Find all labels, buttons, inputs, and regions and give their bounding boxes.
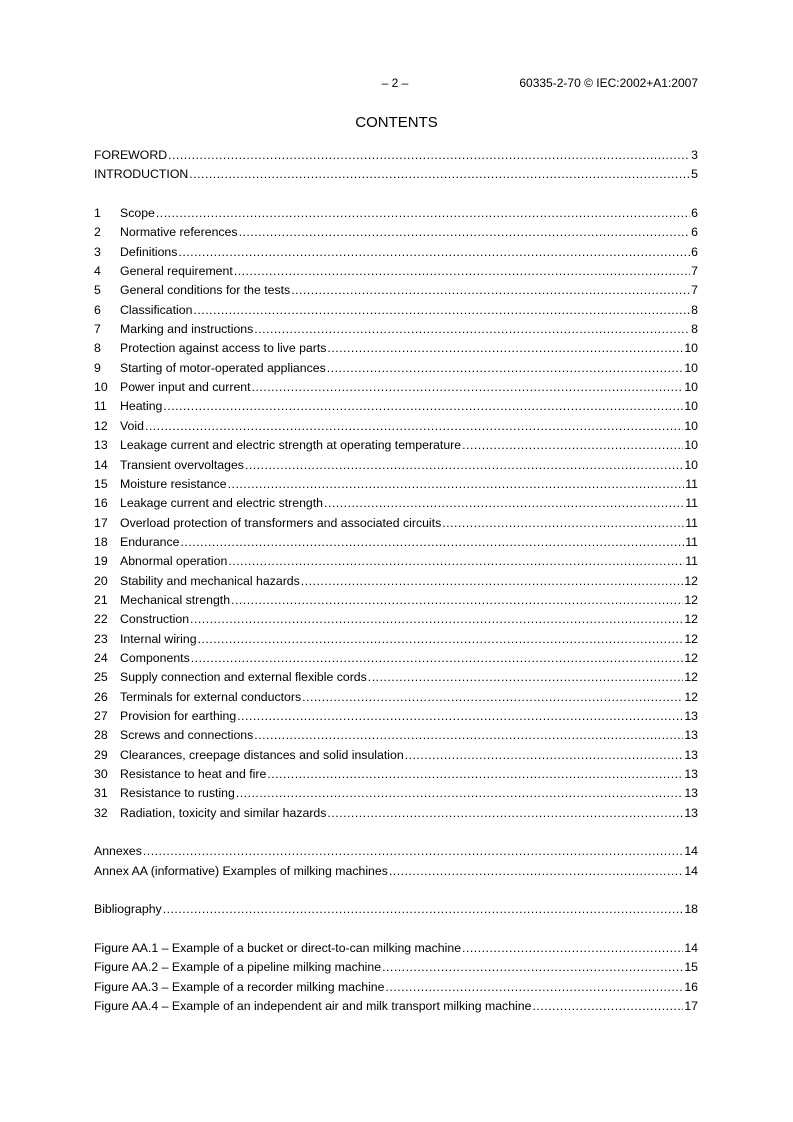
toc-entry-number: 24 xyxy=(94,650,108,665)
toc-entry[interactable] xyxy=(94,900,698,919)
toc-entry-page: 13 xyxy=(684,805,698,820)
toc-entry-label: General conditions for the tests xyxy=(120,283,291,298)
toc-entry-page: 12 xyxy=(684,650,698,665)
toc-entry[interactable] xyxy=(94,862,698,881)
toc-entry[interactable] xyxy=(94,320,698,339)
dot-leader xyxy=(189,165,690,184)
toc-entry-label: Leakage current and electric strength at operating temperature xyxy=(120,438,462,453)
toc-entry-label: INTRODUCTION xyxy=(94,167,189,182)
toc-entry-number: 32 xyxy=(94,805,108,820)
dot-leader xyxy=(254,320,690,339)
toc-entry[interactable] xyxy=(94,649,698,668)
dot-leader xyxy=(254,726,683,745)
toc-entry-page: 12 xyxy=(684,670,698,685)
dot-leader xyxy=(462,436,683,455)
dot-leader xyxy=(291,281,690,300)
toc-entry[interactable] xyxy=(94,552,698,571)
toc-entry-label: Scope xyxy=(120,206,155,221)
dot-leader xyxy=(180,533,684,552)
toc-entry-page: 13 xyxy=(684,786,698,801)
toc-entry[interactable] xyxy=(94,223,698,242)
toc-entry[interactable] xyxy=(94,591,698,610)
dot-leader xyxy=(193,301,690,320)
dot-leader xyxy=(324,494,684,513)
toc-entry-page: 11 xyxy=(685,515,698,530)
toc-entry-page: 10 xyxy=(684,438,698,453)
section-gap xyxy=(94,185,698,204)
toc-entry-label: Figure AA.2 – Example of a pipeline milking machine xyxy=(94,960,382,975)
clauses-section xyxy=(94,204,698,823)
toc-entry[interactable] xyxy=(94,146,698,165)
dot-leader xyxy=(228,475,685,494)
toc-entry-label: Starting of motor-operated appliances xyxy=(120,360,326,375)
toc-entry[interactable] xyxy=(94,997,698,1016)
toc-entry-number: 31 xyxy=(94,786,108,801)
section-gap xyxy=(94,881,698,900)
dot-leader xyxy=(368,668,684,687)
toc-entry-label: Mechanical strength xyxy=(120,592,231,607)
toc-entry-label: Protection against access to live parts xyxy=(120,341,327,356)
toc-entry-page: 8 xyxy=(691,302,698,317)
figures-section xyxy=(94,939,698,1016)
toc-entry-number: 5 xyxy=(94,283,101,298)
toc-entry[interactable] xyxy=(94,688,698,707)
toc-entry[interactable] xyxy=(94,417,698,436)
toc-entry-page: 7 xyxy=(691,283,698,298)
toc-entry-label: Heating xyxy=(120,399,163,414)
toc-entry-page: 14 xyxy=(684,863,698,878)
toc-entry-label: Figure AA.4 – Example of an independent air and milk transport milking machine xyxy=(94,999,532,1014)
toc-entry[interactable] xyxy=(94,842,698,861)
toc-entry[interactable] xyxy=(94,397,698,416)
toc-entry-label: Figure AA.1 – Example of a bucket or direct-to-can milking machine xyxy=(94,941,462,956)
toc-entry[interactable] xyxy=(94,514,698,533)
toc-entry-label: Figure AA.3 – Example of a recorder milking machine xyxy=(94,979,385,994)
toc-entry-page: 5 xyxy=(691,167,698,182)
toc-entry-label: Abnormal operation xyxy=(120,554,228,569)
toc-entry[interactable] xyxy=(94,301,698,320)
toc-entry-page: 10 xyxy=(684,399,698,414)
toc-entry[interactable] xyxy=(94,784,698,803)
toc-entry-label: Supply connection and external flexible cords xyxy=(120,670,367,685)
toc-entry-page: 12 xyxy=(684,592,698,607)
toc-entry-page: 10 xyxy=(684,380,698,395)
toc-entry[interactable] xyxy=(94,339,698,358)
toc-entry-label: Void xyxy=(120,418,144,433)
front-matter-section xyxy=(94,146,698,185)
dot-leader xyxy=(145,417,683,436)
toc-entry[interactable] xyxy=(94,494,698,513)
toc-entry-label: Normative references xyxy=(120,225,238,240)
toc-entry-number: 9 xyxy=(94,360,101,375)
toc-entry[interactable] xyxy=(94,436,698,455)
table-of-contents xyxy=(94,146,698,1016)
dot-leader xyxy=(462,939,683,958)
dot-leader xyxy=(236,784,683,803)
toc-entry[interactable] xyxy=(94,572,698,591)
dot-leader xyxy=(178,243,690,262)
dot-leader xyxy=(327,804,683,823)
dot-leader xyxy=(234,262,690,281)
toc-entry-number: 21 xyxy=(94,592,108,607)
dot-leader xyxy=(156,204,690,223)
dot-leader xyxy=(163,900,684,919)
toc-entry[interactable] xyxy=(94,281,698,300)
annexes-section xyxy=(94,842,698,881)
toc-entry-number: 18 xyxy=(94,534,108,549)
toc-entry[interactable] xyxy=(94,610,698,629)
toc-entry-page: 14 xyxy=(684,844,698,859)
toc-entry[interactable] xyxy=(94,165,698,184)
toc-entry-number: 6 xyxy=(94,302,101,317)
toc-entry-page: 13 xyxy=(684,767,698,781)
bibliography-section xyxy=(94,900,698,919)
toc-entry-number: 20 xyxy=(94,573,108,588)
toc-entry-label: Radiation, toxicity and similar hazards xyxy=(120,805,327,820)
dot-leader xyxy=(532,997,683,1016)
toc-entry-label: Transient overvoltages xyxy=(120,457,244,472)
toc-entry-label: Annex AA (informative) Examples of milking machines xyxy=(94,863,388,878)
toc-entry-number: 25 xyxy=(94,670,108,685)
toc-entry[interactable] xyxy=(94,456,698,475)
toc-entry-label: Resistance to rusting xyxy=(120,786,235,801)
dot-leader xyxy=(228,552,684,571)
toc-entry[interactable] xyxy=(94,746,698,765)
section-gap xyxy=(94,920,698,939)
dot-leader xyxy=(301,572,684,591)
toc-entry-page: 17 xyxy=(684,999,698,1014)
toc-entry-number: 8 xyxy=(94,341,101,356)
document-identifier: 60335-2-70 © IEC:2002+A1:2007 xyxy=(519,76,698,90)
toc-entry-page: 11 xyxy=(685,496,698,511)
toc-entry-number: 26 xyxy=(94,689,108,704)
toc-entry-number: 3 xyxy=(94,244,101,259)
toc-entry-label: Leakage current and electric strength xyxy=(120,496,324,511)
toc-entry[interactable] xyxy=(94,204,698,223)
toc-entry-number: 4 xyxy=(94,264,101,279)
toc-entry-label: Provision for earthing xyxy=(120,708,237,723)
toc-entry[interactable] xyxy=(94,630,698,649)
toc-entry[interactable] xyxy=(94,262,698,281)
toc-entry-number: 23 xyxy=(94,631,108,646)
toc-entry-page: 15 xyxy=(684,960,698,975)
toc-entry-number: 12 xyxy=(94,418,108,433)
toc-entry-page: 6 xyxy=(691,244,698,259)
toc-entry-label: Construction xyxy=(120,612,190,627)
dot-leader xyxy=(389,862,683,881)
dot-leader xyxy=(191,649,684,668)
toc-entry-page: 3 xyxy=(691,148,698,162)
dot-leader xyxy=(442,514,684,533)
toc-entry-page: 12 xyxy=(684,612,698,627)
toc-entry[interactable] xyxy=(94,804,698,823)
toc-entry[interactable] xyxy=(94,707,698,726)
toc-entry-page: 6 xyxy=(691,225,698,240)
dot-leader xyxy=(267,765,683,784)
toc-entry-page: 10 xyxy=(684,418,698,433)
dot-leader xyxy=(163,397,683,416)
toc-entry[interactable] xyxy=(94,939,698,958)
toc-entry-label: Endurance xyxy=(120,534,180,549)
toc-entry-label: Stability and mechanical hazards xyxy=(120,573,300,588)
page-header xyxy=(0,76,793,92)
toc-entry[interactable] xyxy=(94,726,698,745)
toc-entry-number: 19 xyxy=(94,554,108,569)
toc-entry-page: 8 xyxy=(691,322,698,337)
toc-entry-label: Components xyxy=(120,650,190,665)
toc-entry[interactable] xyxy=(94,378,698,397)
toc-entry-label: Classification xyxy=(120,302,193,317)
toc-entry-number: 22 xyxy=(94,612,108,627)
dot-leader xyxy=(190,610,683,629)
toc-entry-page: 18 xyxy=(684,902,698,917)
toc-entry-label: Annexes xyxy=(94,844,142,859)
toc-entry-page: 11 xyxy=(685,476,698,491)
toc-entry[interactable] xyxy=(94,978,698,997)
dot-leader xyxy=(143,842,683,861)
toc-entry[interactable] xyxy=(94,765,698,784)
toc-entry-label: Power input and current xyxy=(120,380,251,395)
toc-entry-page: 14 xyxy=(684,941,698,956)
toc-entry-label: Internal wiring xyxy=(120,631,197,646)
toc-entry-number: 29 xyxy=(94,747,108,762)
toc-entry-number: 27 xyxy=(94,708,108,723)
toc-entry[interactable] xyxy=(94,958,698,977)
dot-leader xyxy=(385,978,683,997)
toc-entry-number: 1 xyxy=(94,206,101,221)
toc-entry-number: 2 xyxy=(94,225,101,240)
toc-entry-number: 7 xyxy=(94,322,101,337)
toc-entry-page: 11 xyxy=(685,554,698,569)
dot-leader xyxy=(327,359,684,378)
dot-leader xyxy=(405,746,684,765)
toc-entry-number: 11 xyxy=(94,399,107,414)
dot-leader xyxy=(239,223,691,242)
toc-entry-number: 16 xyxy=(94,496,108,511)
toc-entry-number: 28 xyxy=(94,728,108,743)
toc-entry-number: 14 xyxy=(94,457,108,472)
toc-entry-label: Clearances, creepage distances and solid insulation xyxy=(120,747,404,762)
dot-leader xyxy=(231,591,683,610)
toc-entry-page: 6 xyxy=(691,206,698,221)
toc-entry-page: 12 xyxy=(684,689,698,704)
toc-entry-number: 15 xyxy=(94,476,108,491)
toc-entry-label: General requirement xyxy=(120,264,233,279)
dot-leader xyxy=(198,630,684,649)
toc-entry-page: 10 xyxy=(684,360,698,375)
toc-entry-number: 10 xyxy=(94,380,108,395)
toc-entry-page: 13 xyxy=(684,747,698,762)
dot-leader xyxy=(168,146,690,165)
toc-entry[interactable] xyxy=(94,475,698,494)
toc-entry-label: Bibliography xyxy=(94,902,162,917)
toc-entry-label: FOREWORD xyxy=(94,148,168,162)
toc-entry-page: 13 xyxy=(684,708,698,723)
toc-entry[interactable] xyxy=(94,243,698,262)
toc-entry-number: 30 xyxy=(94,767,108,781)
dot-leader xyxy=(327,339,683,358)
toc-entry-label: Terminals for external conductors xyxy=(120,689,302,704)
contents-title: CONTENTS xyxy=(355,114,438,131)
toc-entry[interactable] xyxy=(94,533,698,552)
toc-entry-page: 13 xyxy=(684,728,698,743)
toc-entry-label: Moisture resistance xyxy=(120,476,227,491)
toc-entry-number: 17 xyxy=(94,515,108,530)
dot-leader xyxy=(245,456,683,475)
toc-entry-page: 11 xyxy=(685,534,698,549)
page-number: – 2 – xyxy=(381,76,409,90)
toc-entry-page: 10 xyxy=(684,457,698,472)
toc-entry-page: 12 xyxy=(684,573,698,588)
toc-entry-page: 7 xyxy=(691,264,698,279)
toc-entry-label: Overload protection of transformers and associated circuits xyxy=(120,515,442,530)
toc-entry-page: 10 xyxy=(684,341,698,356)
dot-leader xyxy=(237,707,683,726)
toc-entry[interactable] xyxy=(94,359,698,378)
toc-entry[interactable] xyxy=(94,668,698,687)
toc-entry-page: 12 xyxy=(684,631,698,646)
toc-entry-number: 13 xyxy=(94,438,108,453)
toc-entry-label: Resistance to heat and fire xyxy=(120,767,267,781)
section-gap xyxy=(94,823,698,842)
toc-entry-label: Marking and instructions xyxy=(120,322,254,337)
toc-entry-label: Screws and connections xyxy=(120,728,254,743)
dot-leader xyxy=(302,688,683,707)
toc-entry-page: 16 xyxy=(684,979,698,994)
dot-leader xyxy=(382,958,683,977)
toc-entry-label: Definitions xyxy=(120,244,178,259)
dot-leader xyxy=(252,378,684,397)
